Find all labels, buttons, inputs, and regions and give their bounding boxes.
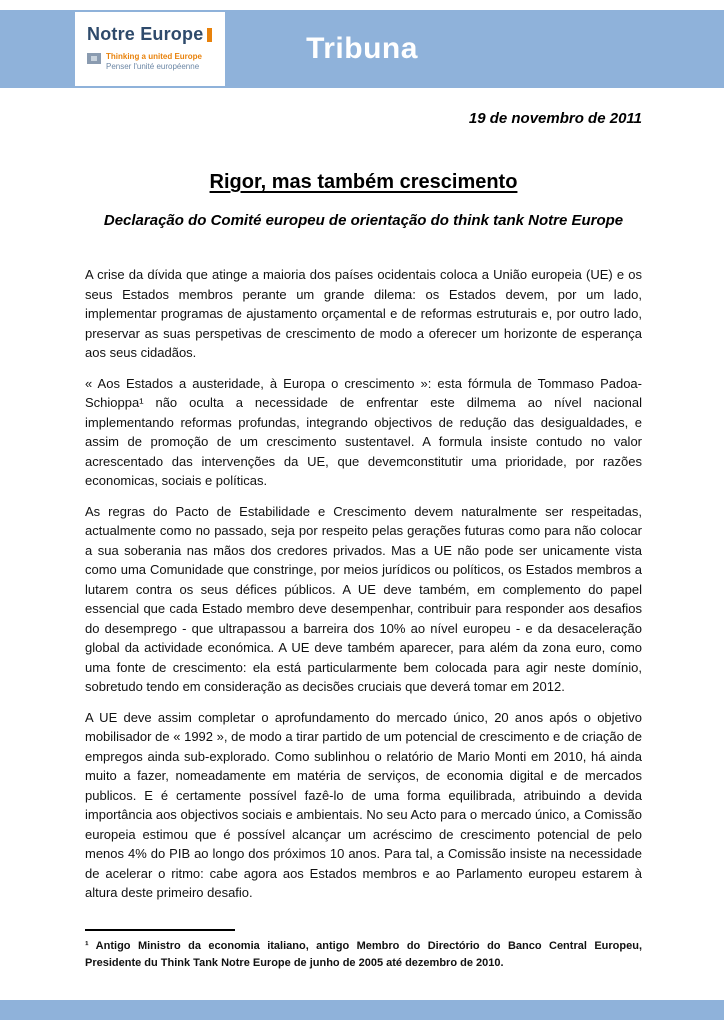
- paragraph: A UE deve assim completar o aprofundamento do mercado único, 20 anos após o objetivo mobilisador de « 1992 », de modo a tirar partido de um potencial de crescimento e de criação de empregos ainda sub-explorado. Como sublinhou o relatório de Mario Monti em 2010, há ainda muito a fazer, nomeadamente em matéria de serviços, de economia digital e de mercados publicos. E é certamente possível fazê-lo de uma forma equilibrada, atribuindo a devida importância aos objectivos sociais e ambientais. No seu Acto para o mercado único, a Comissão europeia estimou que é possível alcançar um acréscimo de crescimento potencial de pelo menos 4% do PIB ao longo dos próximos 10 anos. Para tal, a Comissão insiste na necessidade de acelerar o ritmo: cabe agora aos Estados membros e ao Parlamento europeu estarem à altura deste primeiro desafio.: [85, 709, 642, 900]
- banner-title: Tribuna: [306, 32, 418, 65]
- document-subtitle: Declaração do Comité europeu de orientação do think tank Notre Europe: [103, 212, 624, 229]
- logo-taglines: [87, 52, 215, 71]
- logo-accent-mark: [207, 28, 212, 42]
- paragraph: « Aos Estados a austeridade, à Europa o crescimento »: esta fórmula de Tommaso Padoa-Schioppa¹ não oculta a necessidade de enfrentar este dilmema ao nível nacional implementando reformas profundas, integrando objectivos de redução das desigualdades, e assim de promoção de um crescimento sustentavel. A formula insiste contudo no valor acrescentado das intervenções da UE, que devemconstitutir uma prioridade, por razões economicas, sociais e políticas.: [85, 375, 642, 488]
- paragraph: A crise da dívida que atinge a maioria dos países ocidentais coloca a União europeia (UE) e os seus Estados membros perante um grande dilema: os Estados devem, por um lado, implementar programas de ajustamento orçamental e de reformas estruturais e, por outro lado, preservar as suas perspetivas de crescimento de modo a oferecer um horizonte de esperança aos seus cidadãos.: [85, 267, 642, 360]
- logo-tagline-group: [106, 52, 202, 71]
- date-line: 19 de novembro de 2011: [468, 110, 642, 127]
- logo-tagline-fr: Penser l'unité européenne: [106, 62, 200, 71]
- document-content: [85, 88, 642, 972]
- document-title: Rigor, mas também crescimento: [209, 171, 518, 193]
- logo-title-row: [87, 24, 215, 45]
- eu-flag-icon: [87, 53, 101, 64]
- footnote-divider: [85, 929, 235, 931]
- paragraph: As regras do Pacto de Estabilidade e Crescimento devem naturalmente ser respeitadas, actualmente como no passado, seja por respeito pelas gerações futuras como para não colocar a sua soberania nas mãos dos credores privados. Mas a UE não pode ser unicamente vista como uma Comunidade que constringe, por meios jurídicos ou políticos, os Estados membros a lutarem contra os seus défices públicos. A UE deve também, em complemento do papel essencial que cada Estado membro deve desempenhar, contribuir para responder aos desafios do desemprego - que ultrapassou a barreira dos 10% ao nível europeu - e da desaceleração global da actividade económica. A UE deve também aparecer, para além da zona euro, como uma fonte de crescimento: ela está particularmente bem colocada para agir neste domínio, sobretudo tendo em consideração as decisões cruciais que deverá tomar em 2012.: [85, 503, 642, 694]
- logo-title: Notre Europe: [87, 24, 204, 44]
- header-banner: [0, 10, 724, 88]
- footnote: ¹ Antigo Ministro da economia italiano, antigo Membro do Directório do Banco Central Europeu, Presidente du Think Tank Notre Europe de junho de 2005 até dezembro de 2010.: [85, 939, 642, 969]
- notre-europe-logo: [75, 12, 225, 86]
- footer-bar: [0, 1000, 724, 1020]
- logo-tagline-en: Thinking a united Europe: [106, 52, 202, 61]
- footnote-area: [85, 929, 642, 972]
- body-text: [85, 265, 642, 903]
